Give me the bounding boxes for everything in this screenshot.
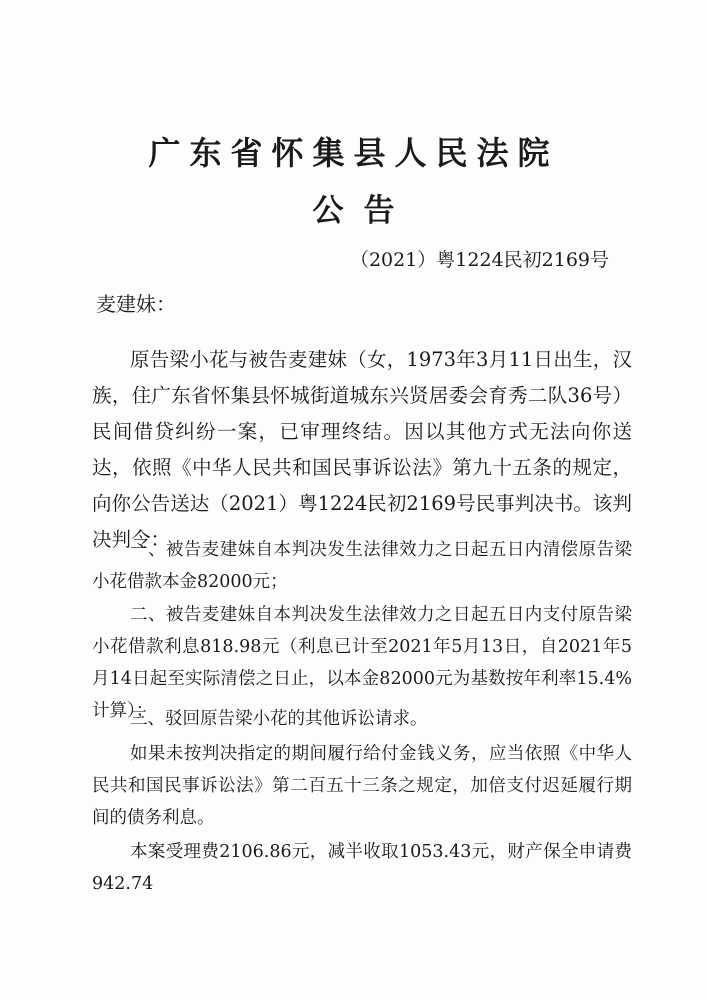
addressee: 麦建妹： [96,292,176,316]
paragraph-late-performance: 如果未按判决指定的期间履行给付金钱义务，应当依照《中华人民共和国民事诉讼法》第二百五十三条之规定，加倍支付迟延履行期间的债务利息。 [92,744,632,828]
paragraph-judgment-item-3: 三、驳回原告梁小花的其他诉讼请求。 [130,709,428,729]
court-name-heading: 广东省怀集县人民法院 [148,134,559,172]
paragraph-judgment-item-2: 二、被告麦建妹自本判决发生法律效力之日起五日内支付原告梁小花借款利息818.98元（利息已计至2021年5月13日，自2021年5月14日起至实际清偿之日止，以本金82000元为基数按年利率15.4%计算）； [92,605,632,721]
paragraph-court-fees: 本案受理费2106.86元，减半收取1053.43元，财产保全申请费942.74 [92,842,632,894]
paragraph-case-summary: 原告梁小花与被告麦建妹（女，1973年3月11日出生，汉族，住广东省怀集县怀城街道城东兴贤居委会育秀二队36号）民间借贷纠纷一案，已审理终结。因以其他方式无法向你送达，依照《中华人民共和国民事诉讼法》第九十五条的规定，向你公告送达（2021）粤1224民初2169号民事判决书。该判决判令： [92,348,632,551]
case-number: （2021）粤1224民初2169号 [349,249,609,271]
paragraph-judgment-item-1: 一、被告麦建妹自本判决发生法律效力之日起五日内清偿原告梁小花借款本金82000元； [92,540,632,592]
document-type-heading: 公告 [312,193,415,229]
